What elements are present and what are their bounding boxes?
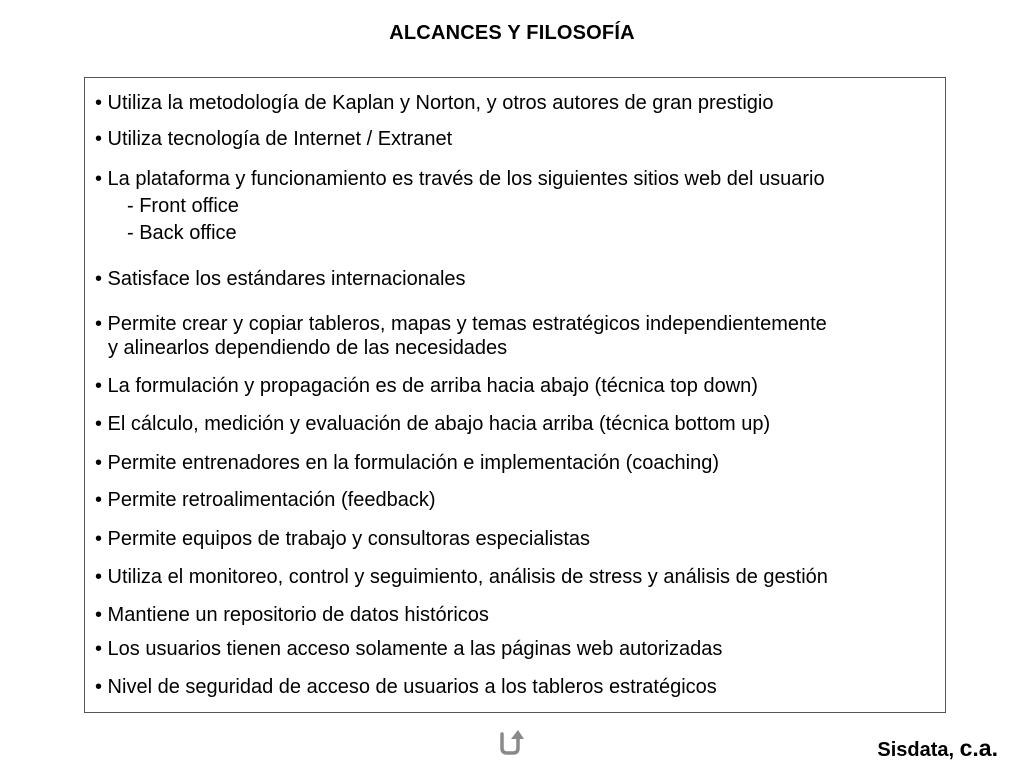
sub-item: - Front office [127, 195, 239, 217]
bullet-continuation: y alinearlos dependiendo de las necesidades [108, 337, 508, 359]
brand-name: Sisdata, [877, 739, 955, 761]
bullet-item: • La plataforma y funcionamiento es través de los siguientes sitios web del usuario [95, 168, 825, 190]
brand-suffix: c.a. [959, 735, 998, 761]
bullet-item: • Utiliza tecnología de Internet / Extranet [95, 128, 453, 150]
bullet-item: • Permite retroalimentación (feedback) [95, 489, 436, 511]
bullet-item: • Nivel de seguridad de acceso de usuarios a los tableros estratégicos [95, 676, 717, 698]
bullet-item: • Satisface los estándares internacionales [95, 268, 466, 290]
bullet-item: • Utiliza el monitoreo, control y seguimiento, análisis de stress y análisis de gestión [95, 566, 828, 588]
bullet-item: • La formulación y propagación es de arriba hacia abajo (técnica top down) [95, 375, 758, 397]
bullet-item: • Los usuarios tienen acceso solamente a las páginas web autorizadas [95, 638, 723, 660]
bullet-item: • Utiliza la metodología de Kaplan y Norton, y otros autores de gran prestigio [95, 92, 774, 114]
bullet-item: • Permite entrenadores en la formulación e implementación (coaching) [95, 452, 719, 474]
brand-label [877, 735, 998, 762]
bullet-item: • Permite equipos de trabajo y consultoras especialistas [95, 528, 591, 550]
sub-item: - Back office [127, 222, 237, 244]
slide-title: ALCANCES Y FILOSOFÍA [389, 22, 635, 44]
return-arrow-icon[interactable] [498, 728, 524, 756]
bullet-item: • El cálculo, medición y evaluación de abajo hacia arriba (técnica bottom up) [95, 413, 771, 435]
bullet-item: • Permite crear y copiar tableros, mapas y temas estratégicos independientemente [95, 313, 827, 335]
bullet-item: • Mantiene un repositorio de datos históricos [95, 604, 489, 626]
